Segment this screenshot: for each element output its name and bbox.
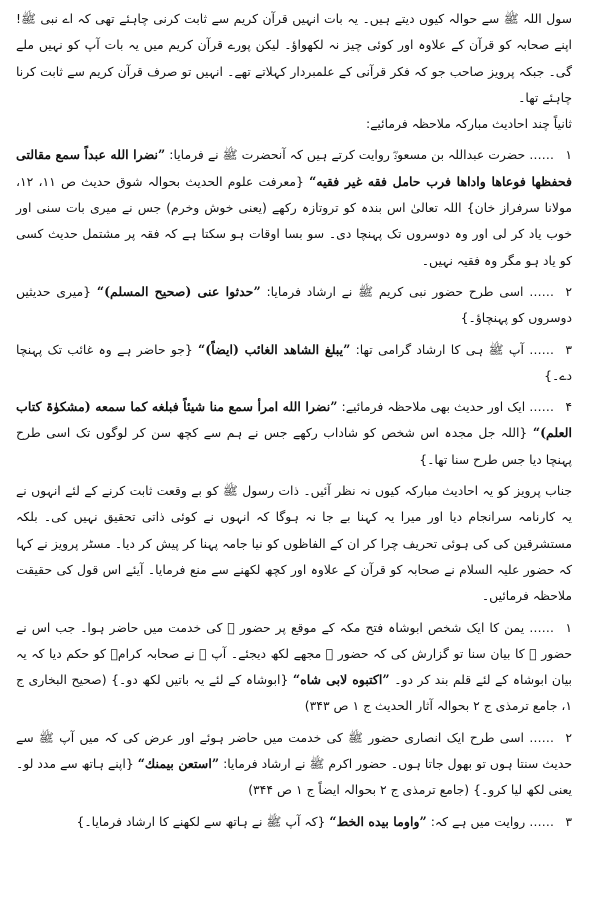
arabic-quote: ”استعن بیمنك“ (137, 756, 220, 772)
hadith-number: ۱ (565, 147, 572, 163)
reference: (جامع ترمذی ج ۲ بحوالہ ایضاً ج ۱ ص ۳۴۴) (248, 782, 470, 798)
hadith-narration: اسی طرح حضور نبی کریم ﷺ نے ارشاد فرمایا: (266, 283, 524, 299)
hadith-paragraph-6: ۲…… اسی طرح ایک انصاری حضور ﷺ کی خدمت میں حاضر ہوئے اور عرض کی کہ میں آپ ﷺ سے حدیث سنتا ہوں تو بھول جاتا ہوں۔ حضور اکرم ﷺ نے ارشاد فرمایا: ”استعن بیمنك“ {اپنے ہاتھ سے مدد لو۔ یعنی لکھ لیا کرو۔} (جامع ترمذی ج ۲ بحوالہ ایضاً ج ۱ ص ۳۴۴) (16, 725, 572, 804)
section-heading-text: ثانیاً چند احادیث مبارکہ ملاحظہ فرمائیے: (366, 116, 572, 132)
arabic-quote: ”واوما بیده الخط“ (329, 813, 427, 829)
hadith-narration: یمن کا ایک شخص ابوشاہ فتح مکہ کے موقع پر حضور ﷺ کی خدمت میں حاضر ہوا۔ جب اس نے حضور ﷺ کا بیان سنا تو گزارش کی کہ حضور ﷺ مجھے لکھ دیجئے۔ آپ ﷺ نے صحابہ کرامؓ کو حکم دیا کہ یہ بیان ابوشاہ کے لئے قلم بند کر دو۔ (16, 619, 572, 688)
intro-paragraph (16, 6, 572, 111)
hadith-number: ۱ (565, 619, 572, 635)
hadith-paragraph-3: ۳…… آپ ﷺ ہی کا ارشاد گرامی تھا: ”یبلغ الشاهد الغائب (ایضاً)“ {جو حاضر ہے وہ غائب تک پہنچا دے۔} (16, 337, 572, 390)
hadith-narration: ایک اور حدیث بھی ملاحظہ فرمائیے: (341, 399, 526, 415)
hadith-paragraph-2: ۲…… اسی طرح حضور نبی کریم ﷺ نے ارشاد فرمایا: ”حدثوا عنی (صحیح المسلم)“ {میری حدیثیں دوسروں کو پہنچاؤ۔} (16, 279, 572, 332)
intro-line-2: صحابہ کو قرآن کے علاوہ اور کوئی چیز نہ لکھواؤ۔ لیکن پورے قرآن کریم میں یہ بات آپ کو نہیں ملے گی۔ جبکہ پرویز (16, 37, 572, 79)
section-heading (16, 111, 572, 137)
translation: {کہ آپ ﷺ نے ہاتھ سے لکھنے کا ارشاد فرمایا۔} (76, 813, 326, 829)
hadith-number: ۲ (565, 283, 572, 299)
translation: {اللہ جل مجدہ اس شخص کو شاداب رکھے جس نے ہم سے کچھ سن کر لوگوں تک اسی طرح پہنچا دیا جس طرح سنا تھا۔} (16, 425, 572, 467)
hadith-number: ۴ (565, 399, 572, 415)
hadith-narration: اسی طرح ایک انصاری حضور ﷺ کی خدمت میں حاضر ہوئے اور عرض کی کہ میں آپ ﷺ سے حدیث سنتا ہوں تو بھول جاتا ہوں۔ حضور اکرم ﷺ نے ارشاد فرمایا: (16, 729, 572, 772)
reference: (صحیح البخاری ج ۱، جامع ترمذی ج ۲ بحوالہ آثار الحدیث ج ۱ ص ۳۴۳) (16, 672, 572, 714)
hadith-paragraph-5: ۱…… یمن کا ایک شخص ابوشاہ فتح مکہ کے موقع پر حضور ﷺ کی خدمت میں حاضر ہوا۔ جب اس نے حضور ﷺ کا بیان سنا تو گزارش کی کہ حضور ﷺ مجھے لکھ دیجئے۔ آپ ﷺ نے صحابہ کرامؓ کو حکم دیا کہ یہ بیان ابوشاہ کے لئے قلم بند کر دو۔ ”اکتبوه لابی شاه“ {ابوشاہ کے لئے یہ باتیں لکھ دو۔} (صحیح البخاری ج ۱، جامع ترمذی ج ۲ بحوالہ آثار الحدیث ج ۱ ص ۳۴۳) (16, 615, 572, 720)
reference: {معرفت علوم الحدیث بحوالہ شوق حدیث ص ۱۱، ۱۲، مولانا سرفراز خان} (16, 173, 572, 216)
hadith-narration: روایت میں ہے کہ: (430, 813, 526, 829)
commentary-paragraph (16, 478, 572, 609)
translation: {میری حدیثیں دوسروں کو پہنچاؤ۔} (16, 283, 572, 326)
hadith-paragraph-4: ۴…… ایک اور حدیث بھی ملاحظہ فرمائیے: ”نضرا الله امرأ سمع منا شیئاً فبلغه کما سمعه (مشکوٰۃ کتاب العلم)“ {اللہ جل مجدہ اس شخص کو شاداب رکھے جس نے ہم سے کچھ سن کر لوگوں تک اسی طرح پہنچا دیا جس طرح سنا تھا۔} (16, 394, 572, 473)
hadith-paragraph-1: ۱…… حضرت عبداللہ بن مسعودؓ روایت کرتے ہیں کہ آنحضرت ﷺ نے فرمایا: ”نضرا الله عبداً سمع مقالتی فحفظها فوعاها واداها فرب حامل فقه غیر فقیه“ {معرفت علوم الحدیث بحوالہ شوق حدیث ص ۱۱، ۱۲، مولانا سرفراز خان} اللہ تعالیٰ اس بندہ کو تروتازہ رکھے (یعنی خوش وخرم) جس نے میری بات سنی اور خوب یاد کر لی اور وہ دوسروں تک پہنچا دی۔ سو بسا اوقات ہو سکتا ہے کہ فقہ پر مشتمل حدیث کسی کو یاد ہو مگر وہ فقیہ نہیں۔ (16, 142, 572, 273)
hadith-number: ۲ (565, 729, 572, 745)
translation: {ابوشاہ کے لئے یہ باتیں لکھ دو۔} (111, 672, 289, 688)
intro-line-3: صاحب جو کہ فکر قرآنی کے علمبردار کہلاتے تھے۔ انہیں تو صرف قرآن کریم سے ثابت کرنا چاہئے تھا۔ (16, 63, 572, 105)
commentary-text: جناب پرویز کو یہ احادیث مبارکہ کیوں نہ نظر آئیں۔ ذات رسول ﷺ کو بے وقعت ثابت کرنے کے لئے انہوں نے یہ کارنامہ سرانجام دیا اور میرا یہ کہنا بے جا نہ ہوگا کہ انہوں نے کوئی ذاتی تحقیق نہیں کی۔ بلکہ مستشرقین کی کی ہوئی تحریف چرا کر ان کے الفاظوں کو نیا جامہ پہنا کر پیش کر دیا۔ مسٹر پرویز نے کہا کہ حضور علیہ السلام نے صحابہ کو قرآن کے علاوہ اور کچھ لکھنے سے منع فرمایا۔ آیئے اس قول کی حقیقت ملاحظہ فرمائیں۔ (16, 483, 572, 604)
arabic-quote: ”اکتبوه لابی شاه“ (292, 672, 390, 688)
intro-line-1: سول اللہ ﷺ سے حوالہ کیوں دیتے ہیں۔ یہ بات انہیں قرآن کریم سے ثابت کرنی چاہئے تھی کہ اے نبی ﷺ! اپنے (16, 11, 572, 53)
arabic-quote: ”حدثوا عنی (صحیح المسلم)“ (96, 283, 261, 299)
hadith-paragraph-7: ۳…… روایت میں ہے کہ: ”واوما بیده الخط“ {کہ آپ ﷺ نے ہاتھ سے لکھنے کا ارشاد فرمایا۔} (16, 809, 572, 835)
translation: اللہ تعالیٰ اس بندہ کو تروتازہ رکھے (یعنی خوش وخرم) جس نے میری بات سنی اور خوب یاد کر لی اور وہ دوسروں تک پہنچا دی۔ سو بسا اوقات ہو سکتا ہے کہ فقہ پر مشتمل حدیث کسی کو یاد ہو مگر وہ فقیہ نہیں۔ (16, 200, 572, 268)
hadith-narration: آپ ﷺ ہی کا ارشاد گرامی تھا: (355, 341, 524, 357)
hadith-narration: حضرت عبداللہ بن مسعودؓ روایت کرتے ہیں کہ آنحضرت ﷺ نے فرمایا: (169, 147, 526, 163)
translation: {جو حاضر ہے وہ غائب تک پہنچا دے۔} (16, 341, 572, 383)
arabic-quote: ”نضرا الله امرأ سمع منا شیئاً فبلغه کما سمعه (مشکوٰۃ کتاب العلم)“ (16, 399, 572, 441)
arabic-quote: ”یبلغ الشاهد الغائب (ایضاً)“ (198, 341, 351, 357)
translation: {اپنے ہاتھ سے مدد لو۔ یعنی لکھ لیا کرو۔} (16, 756, 572, 798)
hadith-number: ۳ (565, 813, 572, 829)
arabic-quote: ”نضرا الله عبداً سمع مقالتی فحفظها فوعاها واداها فرب حامل فقه غیر فقیه“ (16, 147, 572, 189)
hadith-number: ۳ (565, 341, 572, 357)
